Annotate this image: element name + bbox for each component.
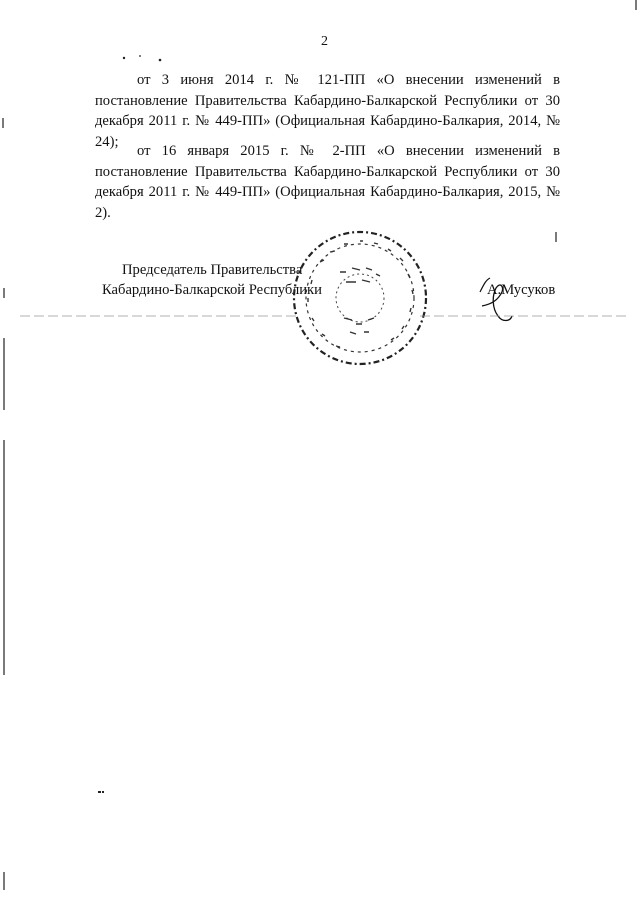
- paragraph-text: от 3 июня 2014 г. № 121-ПП «О внесении изменений в постановление Правительства Кабардино-Балкарской Республики от 30 декабря 2011 г. № 449-ПП» (Официальная Кабардино-Балкария, 2014, № 24);: [95, 72, 560, 150]
- signatory-title-line-1: Председатель Правительства: [122, 262, 303, 278]
- paragraph-amendment-2014: [95, 70, 560, 152]
- official-seal-stamp: [290, 228, 430, 368]
- paragraph-text: от 16 января 2015 г. № 2-ПП «О внесении изменений в постановление Правительства Кабардино-Балкарской Республики от 30 декабря 2011 г. № 449-ПП» (Официальная Кабардино-Балкария, 2015, № 2).: [95, 143, 560, 221]
- paragraph-amendment-2015: [95, 141, 560, 223]
- page-number: 2: [321, 34, 328, 49]
- signatory-title-line-2: Кабардино-Балкарской Республики: [102, 282, 322, 298]
- signatory-name: А.Мусуков: [487, 282, 556, 298]
- handwritten-signature: [478, 270, 538, 330]
